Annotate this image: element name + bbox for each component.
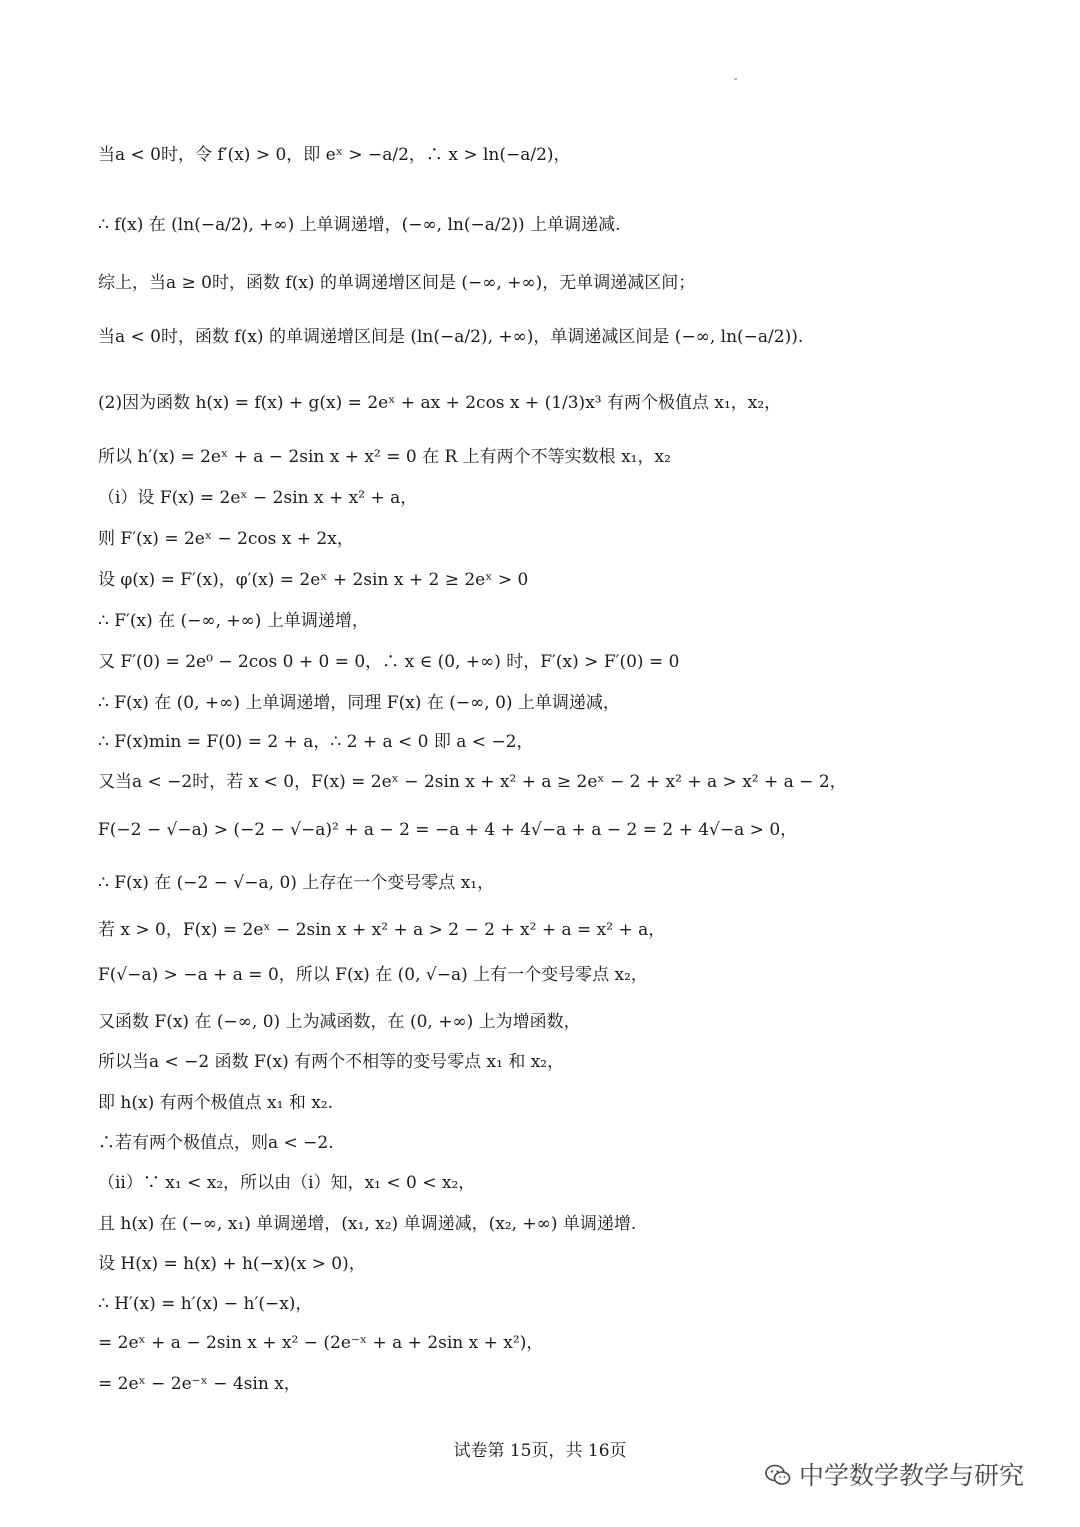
text-line-l21: 即 h(x) 有两个极值点 x₁ 和 x₂. — [98, 1093, 334, 1113]
text-line-l13: ∴ F(x)min = F(0) = 2 + a，∴ 2 + a < 0 即 a < −2， — [98, 732, 534, 752]
text-line-l03: 综上，当a ≥ 0时，函数 f(x) 的单调递增区间是 (−∞, +∞)，无单调递减区间； — [98, 273, 696, 293]
text-line-l26: ∴ H′(x) = h′(x) − h′(−x)， — [98, 1294, 313, 1314]
watermark — [765, 1456, 1024, 1492]
text-line-l23: （ii）∵ x₁ < x₂，所以由（i）知，x₁ < 0 < x₂， — [98, 1173, 476, 1193]
text-line-l22: ∴若有两个极值点，则a < −2. — [98, 1133, 334, 1153]
text-line-l10: ∴ F′(x) 在 (−∞, +∞) 上单调递增， — [98, 611, 369, 631]
speck — [734, 78, 737, 80]
text-line-l01: 当a < 0时，令 f′(x) > 0，即 eˣ > −a/2，∴ x > ln(−a/2)， — [98, 145, 571, 165]
text-line-l04: 当a < 0时，函数 f(x) 的单调递增区间是 (ln(−a/2), +∞)，单调递减区间是 (−∞, ln(−a/2)). — [98, 327, 804, 347]
text-line-l12: ∴ F(x) 在 (0, +∞) 上单调递增，同理 F(x) 在 (−∞, 0) 上单调递减， — [98, 693, 620, 713]
page-footer: 试卷第 15页，共 16页 — [453, 1441, 627, 1461]
text-line-l09: 设 φ(x) = F′(x)，φ′(x) = 2eˣ + 2sin x + 2 ≥ 2eˣ > 0 — [98, 570, 529, 590]
wechat-icon — [765, 1463, 791, 1485]
text-line-l16: ∴ F(x) 在 (−2 − √−a, 0) 上存在一个变号零点 x₁， — [98, 873, 495, 893]
text-line-l02: ∴ f(x) 在 (ln(−a/2), +∞) 上单调递增，(−∞, ln(−a/2)) 上单调递减. — [98, 215, 621, 235]
text-line-l06: 所以 h′(x) = 2eˣ + a − 2sin x + x² = 0 在 R 上有两个不等实数根 x₁，x₂ — [98, 447, 671, 467]
text-line-l18: F(√−a) > −a + a = 0，所以 F(x) 在 (0, √−a) 上有一个变号零点 x₂， — [98, 965, 648, 985]
text-line-l27: = 2eˣ + a − 2sin x + x² − (2e⁻ˣ + a + 2sin x + x²)， — [98, 1333, 544, 1353]
text-line-l11: 又 F′(0) = 2e⁰ − 2cos 0 + 0 = 0，∴ x ∈ (0, +∞) 时，F′(x) > F′(0) = 0 — [98, 652, 680, 672]
text-line-l15: F(−2 − √−a) > (−2 − √−a)² + a − 2 = −a + 4 + 4√−a + a − 2 = 2 + 4√−a > 0， — [98, 820, 798, 840]
text-line-l20: 所以当a < −2 函数 F(x) 有两个不相等的变号零点 x₁ 和 x₂， — [98, 1052, 565, 1072]
text-line-l24: 且 h(x) 在 (−∞, x₁) 单调递增，(x₁, x₂) 单调递减，(x₂, +∞) 单调递增. — [98, 1214, 637, 1234]
text-line-l25: 设 H(x) = h(x) + h(−x)(x > 0)， — [98, 1254, 366, 1274]
text-line-l05: (2)因为函数 h(x) = f(x) + g(x) = 2eˣ + ax + 2cos x + (1/3)x³ 有两个极值点 x₁，x₂， — [98, 393, 782, 413]
text-line-l19: 又函数 F(x) 在 (−∞, 0) 上为减函数，在 (0, +∞) 上为增函数， — [98, 1012, 581, 1032]
text-line-l17: 若 x > 0，F(x) = 2eˣ − 2sin x + x² + a > 2 − 2 + x² + a = x² + a， — [98, 920, 666, 940]
text-line-l28: = 2eˣ − 2e⁻ˣ − 4sin x， — [98, 1374, 301, 1394]
text-line-l14: 又当a < −2时，若 x < 0，F(x) = 2eˣ − 2sin x + x² + a ≥ 2eˣ − 2 + x² + a > x² + a − 2， — [98, 772, 847, 792]
text-line-l08: 则 F′(x) = 2eˣ − 2cos x + 2x， — [98, 529, 354, 549]
watermark-text: 中学数学教学与研究 — [799, 1461, 1025, 1490]
text-line-l07: （i）设 F(x) = 2eˣ − 2sin x + x² + a， — [98, 488, 418, 508]
